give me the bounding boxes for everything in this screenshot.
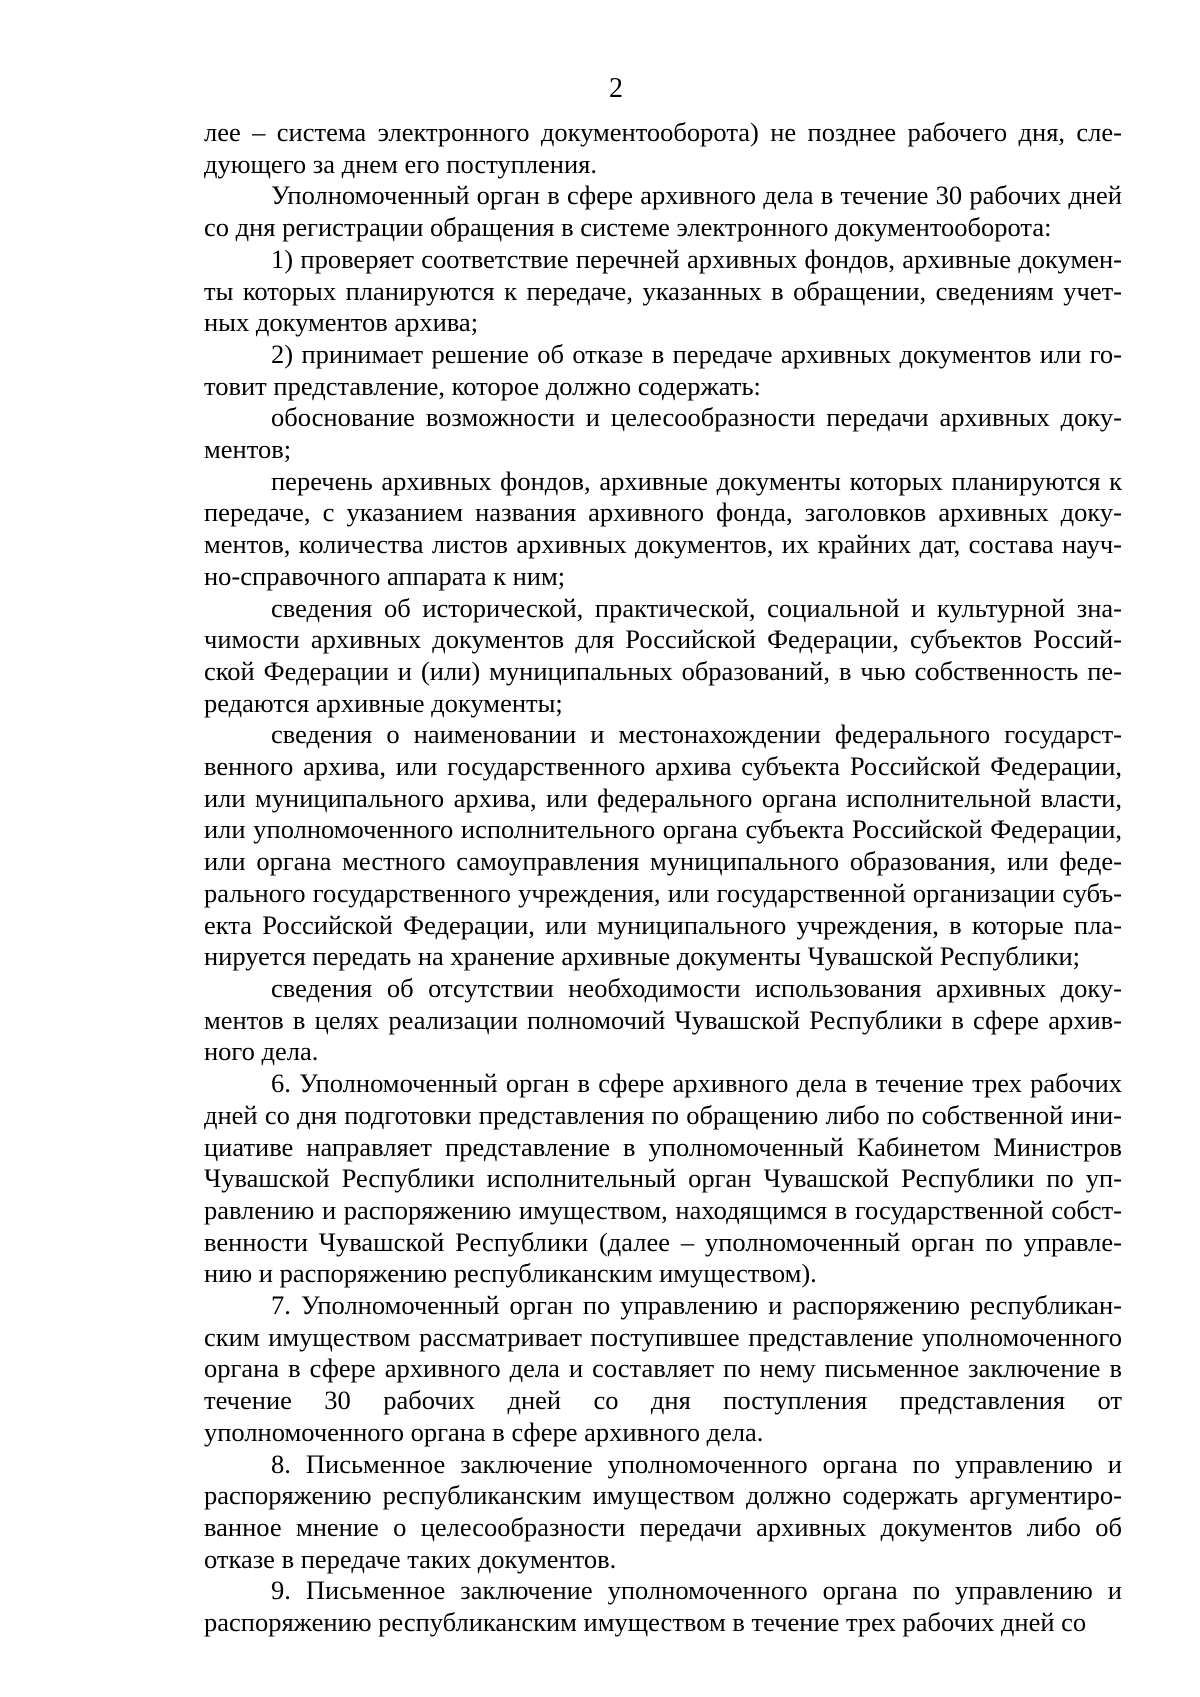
- paragraph-section-6: 6. Уполномоченный орган в сфере архивного дела в течение трех рабочих дней со дня подготовки представления по обращению либо по собственной инициативе направляет представление в уполномоченный Кабинетом Министров Чувашской Республики исполнительный орган Чувашской Республики по управлению и распоряжению имуществом, находящимся в государственной собственности Чувашской Республики (далее – уполномоченный орган по управлению и распоряжению республиканским имуществом).: [204, 1068, 1122, 1289]
- list-item: сведения о наименовании и местонахождении федерального государственного архива, или государственного архива субъекта Российской Федерации, или муниципального архива, или федерального органа исполнительной власти, или уполномоченного исполнительного органа субъекта Российской Федерации, или органа местного самоуправления муниципального образования, или федерального государственного учреждения, или государственной организации субъекта Российской Федерации, или муниципального учреждения, в которые планируется передать на хранение архивные документы Чувашской Республики;: [204, 719, 1122, 972]
- document-body: [204, 117, 1122, 1639]
- paragraph-section-9: 9. Письменное заключение уполномоченного органа по управлению и распоряжению республиканским имуществом в течение трех рабочих дней со: [204, 1575, 1122, 1638]
- list-item: 1) проверяет соответствие перечней архивных фондов, архивные документы которых планируются к передаче, указанных в обращении, сведениям учетных документов архива;: [204, 243, 1122, 338]
- list-item: 2) принимает решение об отказе в передаче архивных документов или готовит представление, которое должно содержать:: [204, 338, 1122, 401]
- list-item: обоснование возможности и целесообразности передачи архивных документов;: [204, 402, 1122, 465]
- list-item: сведения об отсутствии необходимости использования архивных документов в целях реализации полномочий Чувашской Республики в сфере архивного дела.: [204, 972, 1122, 1067]
- paragraph-continuation: лее – система электронного документооборота) не позднее рабочего дня, следующего за днем его поступления.: [204, 117, 1122, 179]
- paragraph-section-7: 7. Уполномоченный орган по управлению и распоряжению республиканским имуществом рассматривает поступившее представление уполномоченного органа в сфере архивного дела и составляет по нему письменное заключение в течение 30 рабочих дней со дня поступления представления от уполномоченного органа в сфере архивного дела.: [204, 1290, 1122, 1447]
- paragraph-section-8: 8. Письменное заключение уполномоченного органа по управлению и распоряжению республиканским имуществом должно содержать аргументированное мнение о целесообразности передачи архивных документов либо об отказе в передаче таких документов.: [204, 1448, 1122, 1574]
- paragraph: Уполномоченный орган в сфере архивного дела в течение 30 рабочих дней со дня регистрации обращения в системе электронного документооборота:: [204, 180, 1122, 243]
- list-item: перечень архивных фондов, архивные документы которых планируются к передаче, с указанием названия архивного фонда, заголовков архивных документов, количества листов архивных документов, их крайних дат, состава научно-справочного аппарата к ним;: [204, 465, 1122, 591]
- list-item: сведения об исторической, практической, социальной и культурной значимости архивных документов для Российской Федерации, субъектов Российской Федерации и (или) муниципальных образований, в чью собственность передаются архивные документы;: [204, 592, 1122, 718]
- page-number: 2: [609, 73, 623, 104]
